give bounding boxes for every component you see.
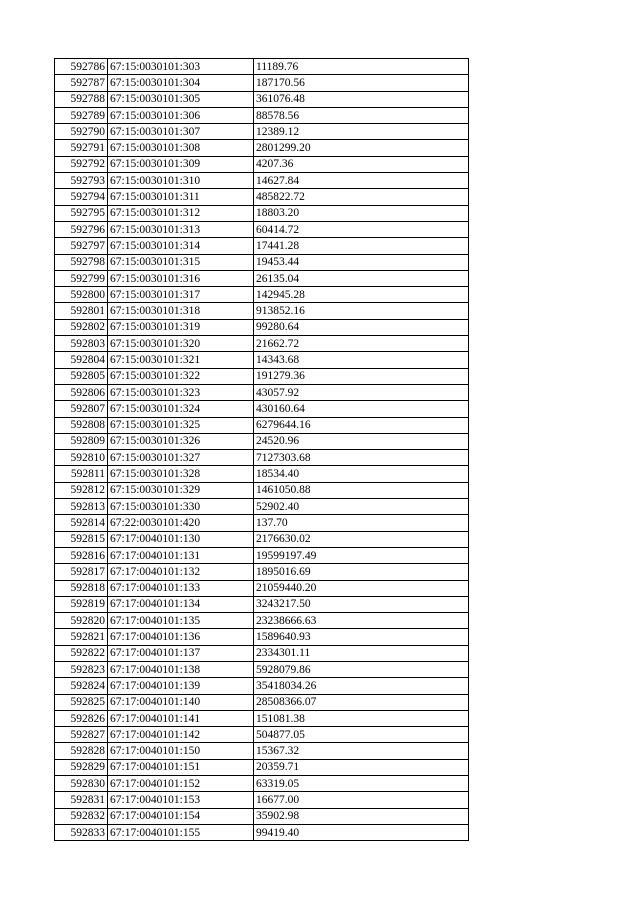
row-id-cell: 592826 <box>55 710 108 726</box>
amount-cell: 187170.56 <box>254 75 469 91</box>
amount-cell: 52902.40 <box>254 499 469 515</box>
cadastral-code-cell: 67:15:0030101:326 <box>108 433 254 449</box>
cadastral-code-cell: 67:15:0030101:303 <box>108 59 254 75</box>
row-id-cell: 592828 <box>55 743 108 759</box>
row-id-cell: 592800 <box>55 287 108 303</box>
table-row <box>55 401 469 417</box>
cadastral-code-cell: 67:15:0030101:319 <box>108 319 254 335</box>
amount-cell: 2334301.11 <box>254 645 469 661</box>
table-row <box>55 238 469 254</box>
cadastral-code-cell: 67:17:0040101:142 <box>108 727 254 743</box>
row-id-cell: 592824 <box>55 678 108 694</box>
amount-cell: 5928079.86 <box>254 661 469 677</box>
cadastral-code-cell: 67:17:0040101:152 <box>108 776 254 792</box>
row-id-cell: 592815 <box>55 531 108 547</box>
table-row <box>55 124 469 140</box>
cadastral-code-cell: 67:15:0030101:310 <box>108 173 254 189</box>
amount-cell: 99280.64 <box>254 319 469 335</box>
cadastral-code-cell: 67:15:0030101:324 <box>108 401 254 417</box>
row-id-cell: 592816 <box>55 547 108 563</box>
row-id-cell: 592789 <box>55 107 108 123</box>
amount-cell: 20359.71 <box>254 759 469 775</box>
row-id-cell: 592833 <box>55 824 108 840</box>
row-id-cell: 592822 <box>55 645 108 661</box>
table-row <box>55 319 469 335</box>
table-row <box>55 303 469 319</box>
row-id-cell: 592799 <box>55 270 108 286</box>
table-row <box>55 417 469 433</box>
row-id-cell: 592807 <box>55 401 108 417</box>
row-id-cell: 592831 <box>55 792 108 808</box>
amount-cell: 19599197.49 <box>254 547 469 563</box>
amount-cell: 3243217.50 <box>254 596 469 612</box>
amount-cell: 14627.84 <box>254 173 469 189</box>
table-row <box>55 352 469 368</box>
table-row <box>55 792 469 808</box>
row-id-cell: 592811 <box>55 466 108 482</box>
row-id-cell: 592821 <box>55 629 108 645</box>
row-id-cell: 592818 <box>55 580 108 596</box>
cadastral-code-cell: 67:17:0040101:139 <box>108 678 254 694</box>
amount-cell: 913852.16 <box>254 303 469 319</box>
row-id-cell: 592808 <box>55 417 108 433</box>
row-id-cell: 592786 <box>55 59 108 75</box>
table-row <box>55 270 469 286</box>
amount-cell: 21059440.20 <box>254 580 469 596</box>
row-id-cell: 592788 <box>55 91 108 107</box>
amount-cell: 26135.04 <box>254 270 469 286</box>
amount-cell: 11189.76 <box>254 59 469 75</box>
cadastral-code-cell: 67:17:0040101:153 <box>108 792 254 808</box>
row-id-cell: 592790 <box>55 124 108 140</box>
table-row <box>55 596 469 612</box>
amount-cell: 151081.38 <box>254 710 469 726</box>
table-row <box>55 466 469 482</box>
row-id-cell: 592827 <box>55 727 108 743</box>
amount-cell: 60414.72 <box>254 221 469 237</box>
table-row <box>55 580 469 596</box>
table-row <box>55 450 469 466</box>
table-row <box>55 384 469 400</box>
row-id-cell: 592806 <box>55 384 108 400</box>
row-id-cell: 592812 <box>55 482 108 498</box>
amount-cell: 1589640.93 <box>254 629 469 645</box>
cadastral-code-cell: 67:15:0030101:330 <box>108 499 254 515</box>
amount-cell: 2176630.02 <box>254 531 469 547</box>
amount-cell: 137.70 <box>254 515 469 531</box>
amount-cell: 23238666.63 <box>254 613 469 629</box>
table-row <box>55 661 469 677</box>
amount-cell: 14343.68 <box>254 352 469 368</box>
cadastral-code-cell: 67:17:0040101:132 <box>108 564 254 580</box>
amount-cell: 191279.36 <box>254 368 469 384</box>
cadastral-code-cell: 67:17:0040101:133 <box>108 580 254 596</box>
table-row <box>55 629 469 645</box>
row-id-cell: 592820 <box>55 613 108 629</box>
cadastral-code-cell: 67:17:0040101:131 <box>108 547 254 563</box>
row-id-cell: 592794 <box>55 189 108 205</box>
amount-cell: 63319.05 <box>254 776 469 792</box>
amount-cell: 18534.40 <box>254 466 469 482</box>
table-row <box>55 645 469 661</box>
table-row <box>55 482 469 498</box>
amount-cell: 17441.28 <box>254 238 469 254</box>
table-row <box>55 759 469 775</box>
amount-cell: 28508366.07 <box>254 694 469 710</box>
cadastral-code-cell: 67:15:0030101:328 <box>108 466 254 482</box>
cadastral-code-cell: 67:15:0030101:306 <box>108 107 254 123</box>
cadastral-code-cell: 67:15:0030101:317 <box>108 287 254 303</box>
row-id-cell: 592803 <box>55 336 108 352</box>
cadastral-code-cell: 67:17:0040101:141 <box>108 710 254 726</box>
cadastral-code-cell: 67:15:0030101:314 <box>108 238 254 254</box>
row-id-cell: 592810 <box>55 450 108 466</box>
cadastral-code-cell: 67:15:0030101:313 <box>108 221 254 237</box>
table-row <box>55 254 469 270</box>
table-row <box>55 107 469 123</box>
row-id-cell: 592798 <box>55 254 108 270</box>
table-row <box>55 336 469 352</box>
cadastral-code-cell: 67:22:0030101:420 <box>108 515 254 531</box>
table-row <box>55 824 469 840</box>
row-id-cell: 592797 <box>55 238 108 254</box>
row-id-cell: 592829 <box>55 759 108 775</box>
cadastral-code-cell: 67:15:0030101:327 <box>108 450 254 466</box>
row-id-cell: 592804 <box>55 352 108 368</box>
records-table <box>54 58 469 841</box>
row-id-cell: 592805 <box>55 368 108 384</box>
amount-cell: 361076.48 <box>254 91 469 107</box>
row-id-cell: 592792 <box>55 156 108 172</box>
table-row <box>55 515 469 531</box>
amount-cell: 21662.72 <box>254 336 469 352</box>
table-row <box>55 743 469 759</box>
amount-cell: 430160.64 <box>254 401 469 417</box>
cadastral-code-cell: 67:15:0030101:323 <box>108 384 254 400</box>
table-row <box>55 433 469 449</box>
table-row <box>55 205 469 221</box>
cadastral-code-cell: 67:17:0040101:155 <box>108 824 254 840</box>
table-row <box>55 91 469 107</box>
row-id-cell: 592832 <box>55 808 108 824</box>
row-id-cell: 592791 <box>55 140 108 156</box>
cadastral-code-cell: 67:17:0040101:130 <box>108 531 254 547</box>
table-row <box>55 776 469 792</box>
row-id-cell: 592809 <box>55 433 108 449</box>
table-row <box>55 694 469 710</box>
cadastral-code-cell: 67:17:0040101:138 <box>108 661 254 677</box>
row-id-cell: 592802 <box>55 319 108 335</box>
row-id-cell: 592819 <box>55 596 108 612</box>
amount-cell: 19453.44 <box>254 254 469 270</box>
table-row <box>55 678 469 694</box>
records-table-body <box>55 59 469 841</box>
cadastral-code-cell: 67:15:0030101:307 <box>108 124 254 140</box>
cadastral-code-cell: 67:15:0030101:309 <box>108 156 254 172</box>
table-row <box>55 173 469 189</box>
amount-cell: 4207.36 <box>254 156 469 172</box>
cadastral-code-cell: 67:17:0040101:150 <box>108 743 254 759</box>
table-row <box>55 710 469 726</box>
table-row <box>55 75 469 91</box>
amount-cell: 15367.32 <box>254 743 469 759</box>
amount-cell: 504877.05 <box>254 727 469 743</box>
amount-cell: 485822.72 <box>254 189 469 205</box>
cadastral-code-cell: 67:15:0030101:325 <box>108 417 254 433</box>
table-row <box>55 368 469 384</box>
cadastral-code-cell: 67:17:0040101:137 <box>108 645 254 661</box>
table-row <box>55 613 469 629</box>
table-row <box>55 221 469 237</box>
cadastral-code-cell: 67:15:0030101:318 <box>108 303 254 319</box>
amount-cell: 7127303.68 <box>254 450 469 466</box>
table-row <box>55 808 469 824</box>
amount-cell: 35902.98 <box>254 808 469 824</box>
amount-cell: 2801299.20 <box>254 140 469 156</box>
cadastral-code-cell: 67:15:0030101:308 <box>108 140 254 156</box>
cadastral-code-cell: 67:15:0030101:320 <box>108 336 254 352</box>
row-id-cell: 592817 <box>55 564 108 580</box>
row-id-cell: 592787 <box>55 75 108 91</box>
cadastral-code-cell: 67:15:0030101:304 <box>108 75 254 91</box>
amount-cell: 142945.28 <box>254 287 469 303</box>
cadastral-code-cell: 67:15:0030101:315 <box>108 254 254 270</box>
table-row <box>55 547 469 563</box>
cadastral-code-cell: 67:15:0030101:321 <box>108 352 254 368</box>
amount-cell: 1461050.88 <box>254 482 469 498</box>
amount-cell: 99419.40 <box>254 824 469 840</box>
row-id-cell: 592793 <box>55 173 108 189</box>
row-id-cell: 592795 <box>55 205 108 221</box>
table-row <box>55 59 469 75</box>
row-id-cell: 592813 <box>55 499 108 515</box>
table-row <box>55 189 469 205</box>
amount-cell: 12389.12 <box>254 124 469 140</box>
table-row <box>55 531 469 547</box>
table-row <box>55 564 469 580</box>
table-row <box>55 287 469 303</box>
cadastral-code-cell: 67:15:0030101:312 <box>108 205 254 221</box>
row-id-cell: 592801 <box>55 303 108 319</box>
amount-cell: 16677.00 <box>254 792 469 808</box>
amount-cell: 88578.56 <box>254 107 469 123</box>
row-id-cell: 592830 <box>55 776 108 792</box>
table-row <box>55 499 469 515</box>
cadastral-code-cell: 67:15:0030101:311 <box>108 189 254 205</box>
amount-cell: 43057.92 <box>254 384 469 400</box>
cadastral-code-cell: 67:17:0040101:154 <box>108 808 254 824</box>
amount-cell: 1895016.69 <box>254 564 469 580</box>
cadastral-code-cell: 67:15:0030101:305 <box>108 91 254 107</box>
cadastral-code-cell: 67:17:0040101:151 <box>108 759 254 775</box>
table-row <box>55 140 469 156</box>
amount-cell: 24520.96 <box>254 433 469 449</box>
cadastral-code-cell: 67:15:0030101:329 <box>108 482 254 498</box>
amount-cell: 35418034.26 <box>254 678 469 694</box>
amount-cell: 6279644.16 <box>254 417 469 433</box>
table-row <box>55 727 469 743</box>
cadastral-code-cell: 67:15:0030101:316 <box>108 270 254 286</box>
row-id-cell: 592825 <box>55 694 108 710</box>
cadastral-code-cell: 67:17:0040101:140 <box>108 694 254 710</box>
table-row <box>55 156 469 172</box>
row-id-cell: 592814 <box>55 515 108 531</box>
row-id-cell: 592823 <box>55 661 108 677</box>
cadastral-code-cell: 67:17:0040101:134 <box>108 596 254 612</box>
cadastral-code-cell: 67:17:0040101:136 <box>108 629 254 645</box>
row-id-cell: 592796 <box>55 221 108 237</box>
amount-cell: 18803.20 <box>254 205 469 221</box>
cadastral-code-cell: 67:15:0030101:322 <box>108 368 254 384</box>
cadastral-code-cell: 67:17:0040101:135 <box>108 613 254 629</box>
